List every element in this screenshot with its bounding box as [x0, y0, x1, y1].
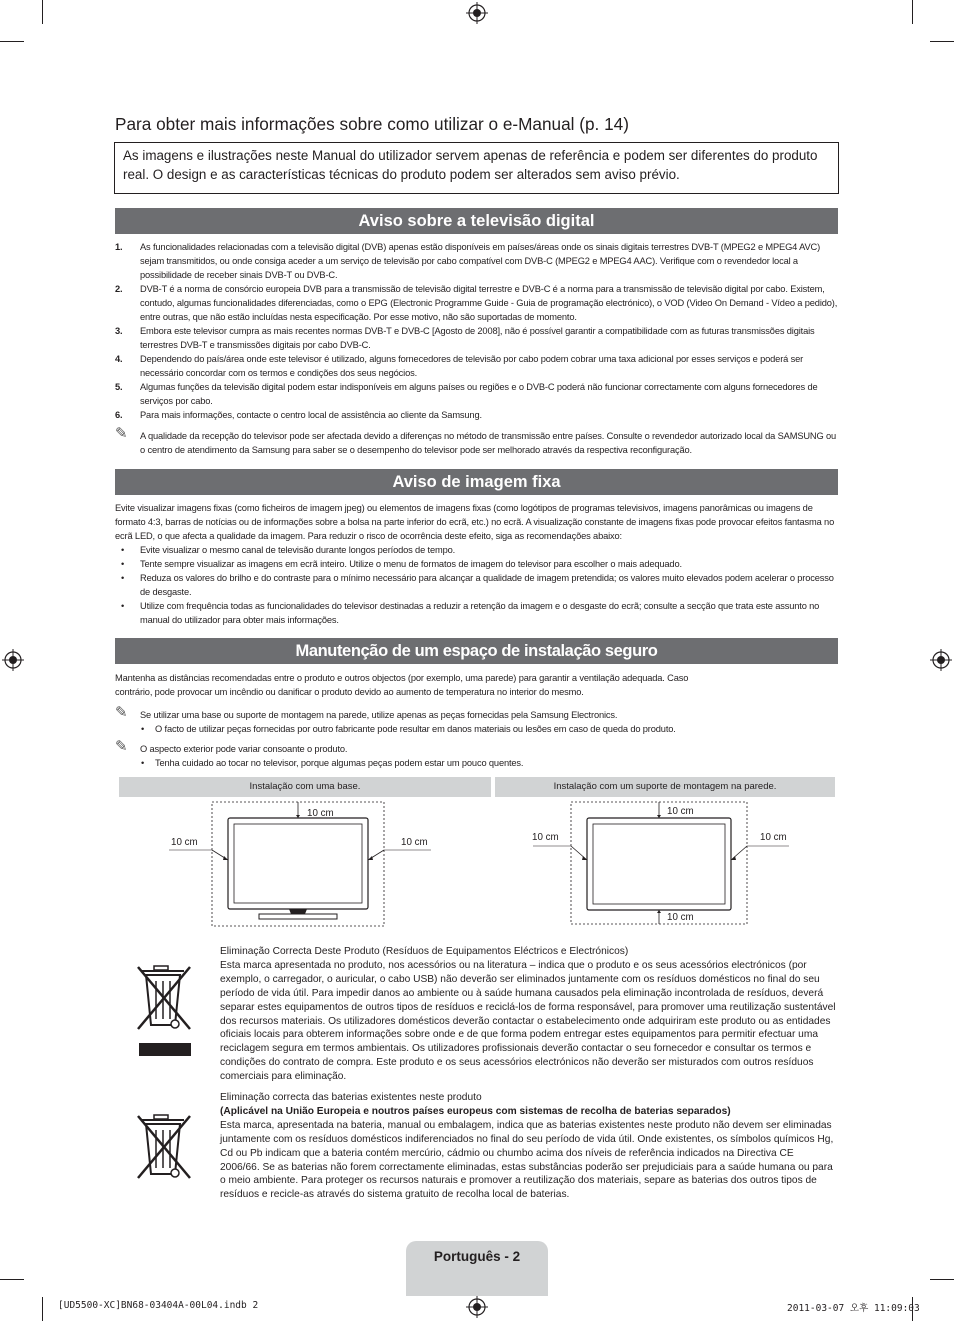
- distance-label-top: 10 cm: [667, 806, 694, 817]
- pencil-note-icon: ✎: [115, 704, 128, 721]
- section-heading-installation: Manutenção de um espaço de instalação seguro: [115, 638, 838, 664]
- bullet-icon: •: [121, 601, 125, 611]
- page-title: Para obter mais informações sobre como utilizar o e-Manual (p. 14): [115, 114, 629, 134]
- item-text: DVB-T é a norma de consórcio europeia DVB para a transmissão de televisão digital terrestre e DVB-C é a norma para a transmissão de televisão digital por cabo. Existem, contudo, algumas funcionalidades diferenciadas, como o EPG (Electronic Programme Guide - Guia de programação electrónico), o VOD (Video On Demand - Vídeo a pedido), entre outras, que não estão incluídas nesta especificação. Por esse motivo, não são suportadas de momento.: [140, 284, 838, 322]
- weee-title: Eliminação Correcta Deste Produto (Resíduos de Equipamentos Eléctricos e Electrónicos): [220, 946, 629, 957]
- item-number: 2.: [115, 284, 123, 294]
- installation-intro: Mantenha as distâncias recomendadas entre o produto e outros objectos (por exemplo, uma parede) para garantir a ventilação adequada. Caso contrário, pode provocar um incêndio ou danificar o produto devido ao aumento de temperatura no interior do mesmo.: [115, 673, 689, 697]
- list-item: [115, 240, 838, 282]
- bullet-text: Evite visualizar o mesmo canal de televisão durante longos períodos de tempo.: [140, 545, 456, 555]
- bullet-text: Utilize com frequência todas as funcionalidades do televisor destinadas a reduzir a retenção da imagem e o desgaste do ecrã; consulte a secção que trata este assunto no manual do utilizador para obter mais informações.: [140, 601, 820, 625]
- note: [115, 704, 838, 722]
- weee-text: Esta marca apresentada no produto, nos acessórios ou na literatura – indica que o produto e os seus acessórios electrónicos (por exemplo, o carregador, o auricular, o cabo USB) não deverão ser eliminados juntamente com os resíduos domésticos no final do seu período de vida útil. Para impedir danos ao ambiente ou à saúde humana causados pela eliminação incontrolada de resíduos, deverá separar estes equipamentos de outros tipos de resíduos e reciclá-los de forma responsável, para promover uma reutilização sustentável dos recursos materiais. Os utilizadores domésticos deverão contactar o estabelecimento onde adquiriram este produto ou as entidades oficiais locais para obterem informações sobre onde e de que forma podem entregar estes equipamentos para permitir efectuar uma reciclagem segura em termos ambientais. Os utilizadores profissionais deverão contactar o seu fornecedor e consultar os termos e condições do contrato de compra. Este produto e os seus acessórios electrónicos não deverão ser misturados com outros resíduos comerciais para eliminação.: [220, 959, 836, 1083]
- registration-mark-icon: [466, 2, 488, 24]
- crop-mark: [0, 1279, 24, 1280]
- section-heading-still-image: Aviso de imagem fixa: [115, 469, 838, 495]
- stand-installation-diagram: [119, 798, 491, 928]
- item-text: Dependendo do país/área onde este televisor é utilizado, alguns fornecedores de televisão por cabo podem cobrar uma taxa adicional por esses serviços e poderá ser necessário concordar com os termos e condições dos seus negócios.: [140, 354, 804, 378]
- crossed-bin-battery-icon: [134, 1112, 196, 1184]
- still-image-body: [115, 501, 838, 627]
- digital-tv-list: [115, 240, 838, 457]
- distance-label-left: 10 cm: [532, 832, 559, 843]
- item-number: 1.: [115, 242, 123, 252]
- bullet-text: Tenha cuidado ao tocar no televisor, porque algumas peças podem estar um pouco quentes.: [155, 758, 524, 768]
- page-number: Português - 2: [433, 1249, 521, 1264]
- item-text: As funcionalidades relacionadas com a televisão digital (DVB) apenas estão disponíveis em países/áreas onde os sinais digitais terrestres DVB-T (MPEG2 e MPEG4 AVC) sejam transmitidos, ou onde consiga aceder a um serviço de televisão por cabo compatível com DVB-C (MPEG2 e MPEG4 AAC). Verifique com o revendedor local a possibilidade de receber sinais DVB-T ou DVB-C.: [140, 242, 821, 280]
- bullet-icon: •: [121, 545, 125, 555]
- installation-body: [115, 671, 838, 770]
- timestamp: 2011-03-07 오후 11:09:03: [787, 1303, 920, 1314]
- item-number: 4.: [115, 354, 123, 364]
- list-item: [115, 352, 838, 380]
- note-text: A qualidade da recepção do televisor pode ser afectada devido a diferenças no método de transmissão entre países. Consulte o revendedor autorizado local da SAMSUNG ou o centro de atendimento da Samsung para saber se o desempenho do televisor pode ser melhorado através da respectiva reconfiguração.: [140, 431, 837, 455]
- registration-mark-icon: [466, 1296, 488, 1318]
- item-text: Algumas funções da televisão digital podem estar indisponíveis em alguns países ou regiões e o DVB-C poderá não funcionar correctamente com alguns fornecedores de serviços por cabo.: [140, 382, 818, 406]
- pencil-note-icon: ✎: [115, 738, 128, 755]
- still-image-intro: Evite visualizar imagens fixas (como ficheiros de imagem jpeg) ou elementos de imagens fixas (como logótipos de programas televisivos, imagens panorâmicas ou imagens de formato 4:3, barras de notícias ou de informações sobre a bolsa na parte inferior do ecrã, etc.) no ecrã. A visualização constante de imagens fixas pode provocar efeitos fantasma no ecrã LED, o que afecta a qualidade da imagem. Para reduzir o risco de ocorrência deste efeito, siga as recomendações abaixo:: [115, 503, 835, 541]
- bullet-icon: •: [121, 559, 125, 569]
- item-number: 5.: [115, 382, 123, 392]
- intro-note-box: As imagens e ilustrações neste Manual do utilizador servem apenas de referência e podem ser diferentes do produto real. O design e as características técnicas do produto podem ser alterados sem aviso prévio.: [114, 142, 839, 194]
- crop-mark: [42, 1297, 43, 1321]
- bullet-icon: •: [121, 573, 125, 583]
- list-item: [115, 722, 838, 736]
- distance-label-left: 10 cm: [171, 837, 198, 848]
- bullet-text: O facto de utilizar peças fornecidas por outro fabricante pode resultar em danos materiais ou lesões em caso de queda do produto.: [155, 724, 676, 734]
- bullet-text: Tente sempre visualizar as imagens em ecrã inteiro. Utilize o menu de formatos de imagem do televisor para escolher o mais adequado.: [140, 559, 682, 569]
- page-number-tab: [406, 1241, 548, 1296]
- crop-mark: [930, 1279, 954, 1280]
- list-item: [115, 543, 838, 557]
- note: [115, 738, 838, 756]
- distance-label-right: 10 cm: [401, 837, 428, 848]
- list-item: [115, 408, 838, 422]
- registration-mark-icon: [2, 649, 24, 671]
- bullet-icon: •: [141, 724, 145, 734]
- item-number: 6.: [115, 410, 123, 420]
- crop-mark: [42, 0, 43, 24]
- bullet-text: Reduza os valores do brilho e do contraste para o mínimo necessário para alcançar a qualidade de imagem pretendida; os valores muito elevados podem acelerar o processo de desgaste.: [140, 573, 834, 597]
- battery-subtitle: (Aplicável na União Europeia e noutros países europeus com sistemas de recolha de baterias separados): [220, 1105, 731, 1117]
- list-item: [115, 756, 838, 770]
- item-number: 3.: [115, 326, 123, 336]
- item-text: Para mais informações, contacte o centro local de assistência ao cliente da Samsung.: [140, 410, 482, 420]
- list-item: [115, 324, 838, 352]
- bullet-icon: •: [141, 758, 145, 768]
- registration-mark-icon: [930, 649, 952, 671]
- note: [115, 425, 838, 457]
- list-item: [115, 557, 838, 571]
- battery-text: Esta marca, apresentada na bateria, manual ou embalagem, indica que as baterias existentes neste produto não devem ser eliminadas juntamente com os resíduos domésticos indiferenciados no final do seu período de vida útil. Onde existentes, os símbolos químicos Hg, Cd ou Pb indicam que a bateria contém mercúrio, cádmio ou chumbo acima dos níveis de referência indicados na Directiva CE 2006/66. Se as baterias não forem correctamente eliminadas, estas substâncias poderão ser prejudiciais para a saúde humana ou para o meio ambiente. Para proteger os recursos naturais e promover a reutilização dos materiais, separe as baterias dos outros tipos de resíduos e recicle-as através do sistema gratuito de recolha local de baterias.: [220, 1119, 834, 1201]
- list-item: [115, 282, 838, 324]
- wall-mount-installation-diagram: [495, 798, 835, 928]
- distance-label-top: 10 cm: [307, 808, 334, 819]
- crop-mark: [930, 41, 954, 42]
- list-item: [115, 599, 838, 627]
- crop-mark: [912, 0, 913, 24]
- distance-label-right: 10 cm: [760, 832, 787, 843]
- note-text: Se utilizar uma base ou suporte de montagem na parede, utilize apenas as peças fornecidas pela Samsung Electronics.: [140, 710, 618, 720]
- note-text: O aspecto exterior pode variar consoante o produto.: [140, 744, 348, 754]
- list-item: [115, 571, 838, 599]
- crossed-bin-weee-icon: [134, 963, 196, 1059]
- list-item: [115, 380, 838, 408]
- pencil-note-icon: ✎: [115, 425, 128, 442]
- caption-wall: Instalação com um suporte de montagem na parede.: [495, 777, 835, 797]
- battery-section: [220, 1091, 836, 1202]
- section-heading-digital-tv: Aviso sobre a televisão digital: [115, 208, 838, 234]
- crop-mark: [0, 41, 24, 42]
- weee-section: [220, 945, 836, 1084]
- file-info: [UD5500-XC]BN68-03404A-00L04.indb 2: [58, 1300, 259, 1311]
- distance-label-bottom: 10 cm: [667, 912, 694, 923]
- caption-stand: Instalação com uma base.: [119, 777, 491, 797]
- item-text: Embora este televisor cumpra as mais recentes normas DVB-T e DVB-C [Agosto de 2008], não é possível garantir a compatibilidade com as futuras transmissões digitais terrestres DVB-T e transmissões digitais por cabo DVB-C.: [140, 326, 815, 350]
- battery-title: Eliminação correcta das baterias existentes neste produto: [220, 1092, 482, 1103]
